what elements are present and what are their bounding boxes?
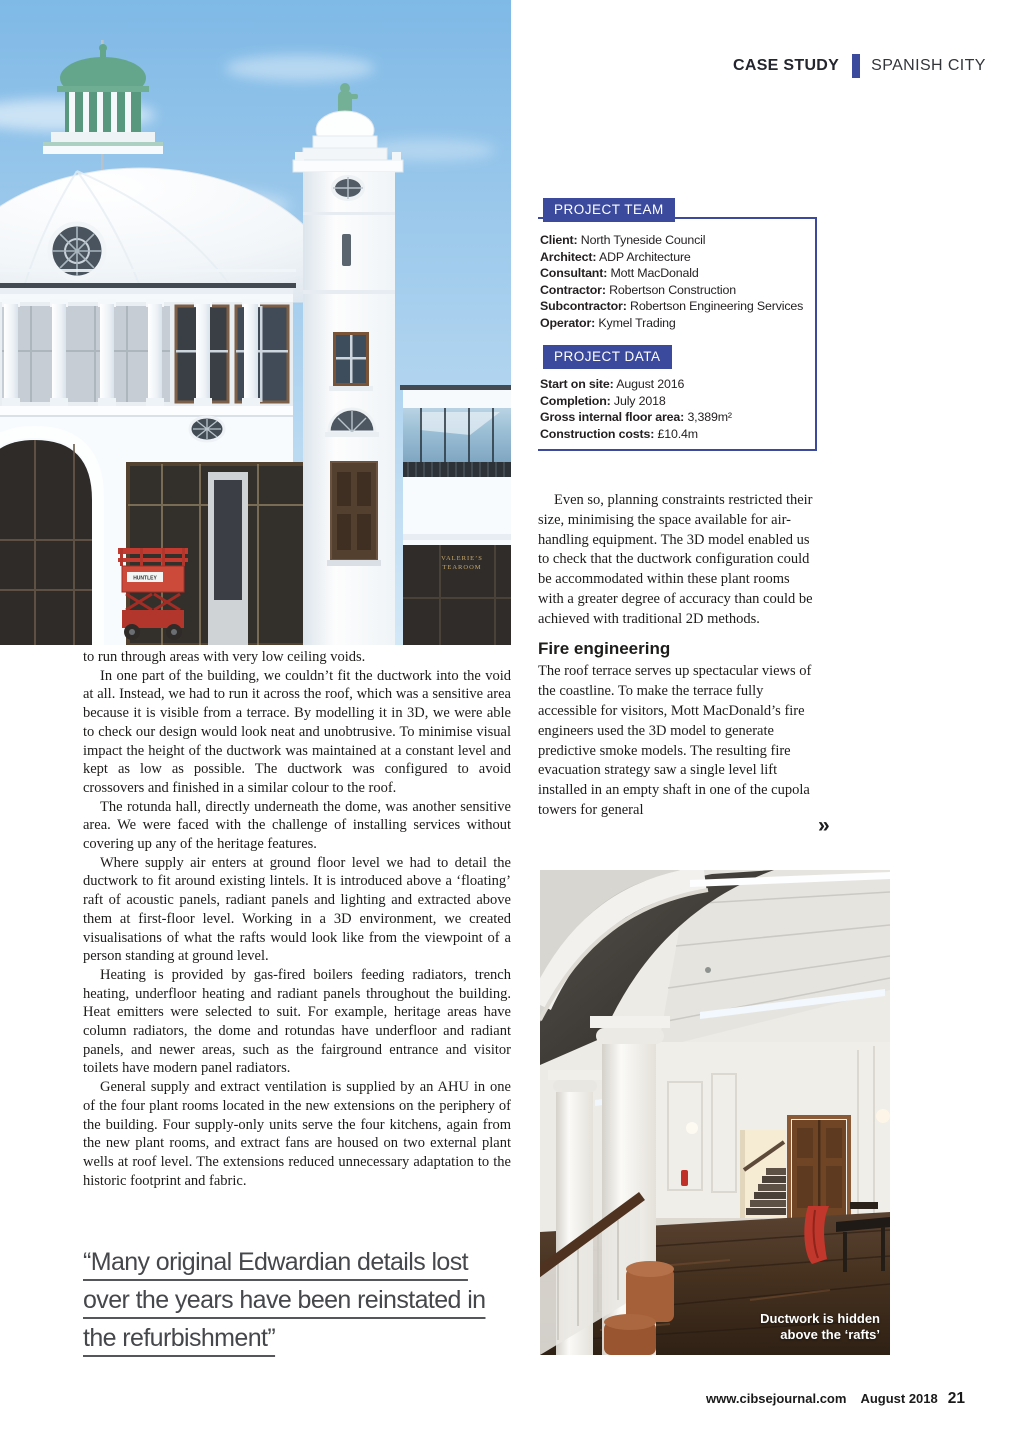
project-team-label: PROJECT TEAM	[543, 198, 675, 222]
tearoom-sign-line2: TEAROOM	[442, 564, 482, 571]
caption-line: Ductwork is hidden	[760, 1311, 880, 1326]
pull-quote: “Many original Edwardian details lost over the years have been reinstated in the refurbishment”	[83, 1248, 486, 1352]
page-header	[733, 54, 986, 78]
body-paragraph: The roof terrace serves up spectacular views of the coastline. To make the terrace fully accessible for visitors, Mott MacDonald’s fire engineers used the 3D model to generate predictive smoke models. The resulting fire evacuation strategy saw a single level lift installed in an empty shaft in one of the cupola towers for general	[538, 663, 812, 818]
building-photo	[0, 0, 511, 645]
body-paragraph: to run through areas with very low ceiling voids.	[83, 649, 366, 665]
body-paragraph: In one part of the building, we couldn’t fit the ductwork into the void at all. Instead, we had to run it across the roof, which was a sensitive area because it is visible from a terrace. By modelling it in 3D, we were able to check our design would look neat and unobtrusive. To minimise visual impact the height of the ductwork was maintained at a constant level and kept as low as possible. The ductwork was configured to avoid crossovers and finished in a similar colour to the roof.	[83, 667, 511, 796]
caption-line: above the ‘rafts’	[780, 1327, 880, 1342]
continuation-chevrons-icon: »	[818, 814, 830, 837]
lift-brand-label: HUNTLEY	[133, 575, 157, 582]
data-row: Construction costs: £10.4m	[540, 426, 698, 441]
header-title: SPANISH CITY	[871, 57, 986, 74]
footer-date: August 2018	[860, 1391, 938, 1406]
header-divider-bar	[852, 54, 860, 78]
body-paragraph: Even so, planning constraints restricted their size, minimising the space available for air-handling equipment. The 3D model enabled us to check that the ductwork configuration could be accommodated within these plant rooms with a greater degree of accuracy than could be achieved with traditional 2D methods.	[538, 492, 813, 627]
body-paragraph: Heating is provided by gas-fired boilers feeding radiators, trench heating, underfloor heating and radiant panels throughout the building. Heat emitters were selected to suit. For example, heritage areas have column radiators, the dome and rotundas have underfloor and radiant panels, and newer areas, such as the fairground entrance and visitor toilets have modern panel radiators.	[83, 966, 511, 1077]
body-paragraph: Where supply air enters at ground floor level we had to detail the ductwork to fit around existing lintels. It is introduced above a ‘floating’ raft of acoustic panels, radiant panels and lighting and extracted above them at first-floor level. Working in a 3D environment, we created visualisations of what the rafts would look like from the viewpoint of a person standing at ground level.	[83, 854, 511, 965]
team-row: Operator: Kymel Trading	[540, 315, 676, 330]
left-column	[83, 648, 511, 1190]
tearoom-sign-line1: VALERIE’S	[441, 555, 483, 562]
team-row: Client: North Tyneside Council	[540, 233, 706, 247]
data-row: Gross internal floor area: 3,389m²	[540, 410, 732, 425]
project-info-box	[538, 202, 817, 451]
photo-caption	[760, 1311, 880, 1343]
footer-page-number: 21	[947, 1390, 965, 1407]
interior-photo	[540, 870, 890, 1355]
page-footer	[706, 1390, 965, 1408]
data-row: Start on site: August 2016	[540, 377, 685, 391]
project-data-label: PROJECT DATA	[543, 345, 672, 369]
section-heading: Fire engineering	[538, 638, 671, 658]
team-row: Architect: ADP Architecture	[540, 249, 691, 264]
team-row: Subcontractor: Robertson Engineering Services	[540, 299, 804, 314]
team-row: Consultant: Mott MacDonald	[540, 266, 699, 281]
data-row: Completion: July 2018	[540, 393, 666, 408]
project-team-rows	[540, 232, 803, 332]
right-column	[538, 491, 819, 821]
footer-url: www.cibsejournal.com	[706, 1391, 847, 1406]
team-row: Contractor: Robertson Construction	[540, 282, 736, 297]
body-paragraph: General supply and extract ventilation is supplied by an AHU in one of the four plant rooms located in the new extensions on the periphery of the building. Four supply-only units serve the four kitchens, again from the new plant rooms, and extract fans are housed on two external plant wells at roof level. The extensions reduced unnecessary adaptation to the historic footprint and fabric.	[83, 1079, 511, 1189]
project-data-rows	[540, 376, 732, 442]
header-kicker: CASE STUDY	[733, 57, 840, 74]
body-paragraph: The rotunda hall, directly underneath the dome, was another sensitive area. We were faced with the challenge of installing services without covering up any of the heritage features.	[83, 798, 511, 853]
